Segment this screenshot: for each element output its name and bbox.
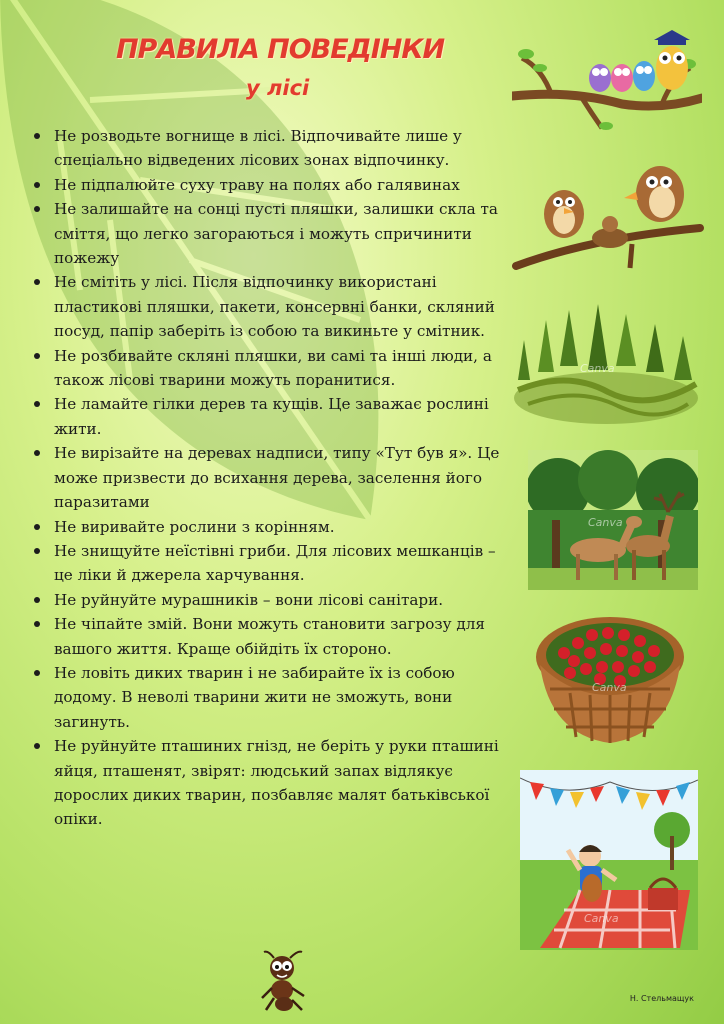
- rules-list: [30, 124, 500, 832]
- rule-item: Не вирізайте на деревах надписи, типу «Тут був я». Це може призвести до всихання дерева, заселення його паразитами: [30, 441, 500, 514]
- rule-item: Не чіпайте змій. Вони можуть становити загрозу для вашого життя. Краще обійдіть їх стороно.: [30, 612, 500, 661]
- forest-with-path-icon: [508, 300, 702, 425]
- rule-item: Не виривайте рослини з корінням.: [30, 515, 500, 539]
- rule-item: Не ловіть диких тварин і не забирайте їх із собою додому. В неволі тварини жити не зможуть, вони загинуть.: [30, 661, 500, 734]
- ant-mascot-icon: [258, 948, 310, 1014]
- page-subtitle: у лісі: [246, 76, 310, 100]
- canva-watermark: Canva: [588, 516, 623, 529]
- deer-in-forest-icon: [528, 450, 698, 590]
- picnic-scene-icon: [520, 770, 698, 950]
- basket-of-berries-icon: [530, 605, 690, 755]
- rule-item: Не ламайте гілки дерев та кущів. Це заважає рослині жити.: [30, 392, 500, 441]
- rule-item: Не розбивайте скляні пляшки, ви самі та інші люди, а також лісові тварини можуть поранитися.: [30, 344, 500, 393]
- canva-watermark: Canva: [584, 912, 619, 925]
- author-credit: Н. Стельмащук: [629, 994, 694, 1003]
- rule-item: Не руйнуйте мурашників – вони лісові санітари.: [30, 588, 500, 612]
- page-title: ПРАВИЛА ПОВЕДІНКИ: [115, 34, 445, 65]
- rule-item: Не залишайте на сонці пусті пляшки, залишки скла та сміття, що легко загораються і можуть спричинити пожежу: [30, 197, 500, 270]
- birds-feeding-chick-icon: [512, 158, 704, 273]
- owls-on-branch-icon: [512, 18, 702, 130]
- rule-item: Не розводьте вогнище в лісі. Відпочивайте лише у спеціально відведених лісових зонах відпочинку.: [30, 124, 500, 173]
- rule-item: Не знищуйте неїстівні гриби. Для лісових мешканців – це ліки й джерела харчування.: [30, 539, 500, 588]
- rule-item: Не руйнуйте пташиних гнізд, не беріть у руки пташині яйця, пташенят, звірят: людський запах відлякує дорослих диких тварин, позбавляє малят батьківської опіки.: [30, 734, 500, 832]
- rule-item: Не смітіть у лісі. Після відпочинку використані пластикові пляшки, пакети, консервні банки, скляний посуд, папір заберіть із собою та викиньте у смітник.: [30, 270, 500, 343]
- rule-item: Не підпалюйте суху траву на полях або галявинах: [30, 173, 500, 197]
- canva-watermark: Canva: [580, 362, 615, 375]
- canva-watermark: Canva: [592, 681, 627, 694]
